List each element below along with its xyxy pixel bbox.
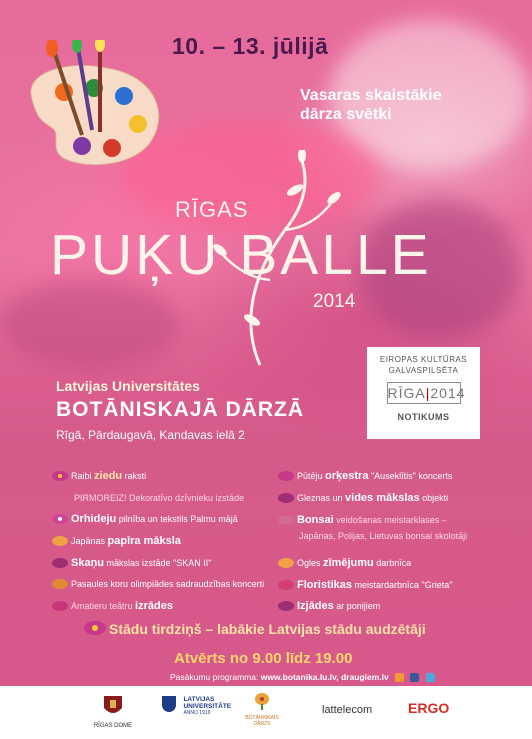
program-item [278, 600, 380, 612]
program-item-post: ar ponijiem [333, 601, 381, 611]
sponsor-footer [0, 686, 532, 739]
program-item-pre: Pasaules koru olimpiādes sadraudzības koncerti [71, 579, 265, 589]
program-item-bold: zīmējumu [323, 557, 374, 569]
program-item-bold: Orhideju [71, 513, 117, 525]
program-item-pre: Pūtēju [297, 471, 326, 481]
flower-icon [52, 601, 69, 612]
tagline [300, 86, 441, 124]
program-item-bold: izrādes [135, 600, 173, 612]
program-item-bold: Skaņu [71, 557, 105, 569]
program-item-pre: Japānas [71, 536, 108, 546]
program-item-post: "Auseklītis" koncerts [368, 471, 453, 481]
university-logo [162, 696, 231, 717]
flower-icon [278, 601, 295, 612]
flower-icon [52, 579, 69, 590]
program-item [52, 557, 211, 569]
program-item-pre: Gleznas un [297, 493, 346, 503]
lattelecom-logo: lattelecom [322, 704, 373, 716]
program-item [278, 514, 447, 526]
tagline-line-2: dārza svētki [300, 106, 392, 123]
program-item-post: mākslas izstāde "SKAN II" [104, 558, 212, 568]
program-item-post: veidošanas meistarklases – [333, 515, 447, 525]
program-item-pre: Raibi [71, 471, 95, 481]
program-item [278, 470, 452, 482]
flower-icon [278, 471, 295, 482]
program-item [52, 513, 238, 525]
program-item-bold: Izjādes [297, 600, 334, 612]
program-item [74, 493, 244, 503]
university-name-2: UNIVERSITĀTE [183, 703, 232, 710]
capital-of-culture-badge [367, 347, 480, 439]
badge-city [387, 382, 466, 404]
flower-icon [278, 558, 295, 569]
flower-icon [52, 558, 69, 569]
riga-dome-logo [88, 694, 138, 729]
program-item [52, 600, 173, 612]
university-name-1: LATVIJAS [183, 696, 215, 703]
program-item [299, 531, 467, 541]
flower-icon [278, 493, 295, 504]
paint-palette-icon [12, 40, 172, 175]
program-item-bold: ziedu [94, 470, 123, 482]
garden-name-1: BOTĀNISKAIS [245, 715, 279, 721]
program-item-post: Dekoratīvo dzīvnieku izstāde [126, 493, 245, 503]
badge-city-name: RĪGA [387, 385, 426, 401]
program-item [52, 579, 264, 590]
twitter-icon[interactable] [426, 673, 435, 682]
market-flower-icon [84, 621, 106, 640]
program-label: Pasākumu programma: [170, 672, 261, 682]
plant-market: Stādu tirdziņš – labākie Latvijas stādu audzētāji [109, 621, 426, 637]
badge-note: NOTIKUMS [397, 412, 450, 422]
badge-city-year: 2014 [430, 385, 466, 401]
riga-dome-label: RĪGAS DOME [93, 723, 133, 729]
garden-flower-icon [252, 692, 272, 710]
tagline-line-1: Vasaras skaistākie [300, 87, 442, 104]
garden-name-2: DĀRZS [253, 721, 271, 727]
botanical-garden-logo [236, 692, 288, 727]
program-item [278, 579, 452, 591]
background-splash [0, 280, 180, 370]
orchid-icon [52, 514, 69, 525]
title-prefix: RĪGAS [175, 197, 249, 222]
program-item [278, 492, 448, 504]
program-item-post: meistardarbnīca "Grieta" [352, 580, 453, 590]
university-shield-icon [162, 696, 176, 712]
program-item-bold: vides mākslas [345, 492, 420, 504]
riga-coat-of-arms-icon [102, 694, 124, 718]
flower-icon [52, 536, 69, 547]
flower-icon [52, 471, 69, 482]
program-item-post: pilnība un tekstils Palmu mājā [116, 514, 238, 524]
event-title: PUĶU BALLE [50, 223, 432, 287]
program-item [52, 470, 146, 482]
program-item-bold: papīra māksla [107, 535, 181, 547]
program-item-post: darbnīca [373, 558, 412, 568]
event-dates: 10. – 13. jūlijā [172, 33, 329, 59]
bonsai-icon [278, 515, 295, 526]
opening-hours: Atvērts no 9.00 līdz 19.00 [174, 650, 353, 667]
program-item-pre: Ogles [297, 558, 324, 568]
program-item-bold: orķestra [325, 470, 369, 482]
program-item-post: objekti [419, 493, 449, 503]
program-item [52, 535, 181, 547]
program-urls[interactable]: www.botanika.lu.lv, draugiem.lv [260, 672, 389, 682]
university-founded: ANNO 1919 [183, 710, 211, 716]
badge-line-1: EIROPAS KULTŪRAS [379, 355, 468, 364]
venue-garden: BOTĀNISKAJĀ DĀRZĀ [56, 398, 304, 421]
badge-separator: | [425, 385, 431, 401]
program-item-bold: PIRMOREIZ! [74, 493, 127, 503]
program-item-pre: Amatieru teātru [71, 601, 136, 611]
flower-icon [278, 580, 295, 591]
venue-university: Latvijas Universitātes [56, 378, 200, 394]
program-item-bold: Bonsai [297, 514, 334, 526]
venue-address: Rīgā, Pārdaugavā, Kandavas ielā 2 [56, 428, 245, 442]
program-item [278, 557, 411, 569]
program-item-pre: Japānas, Polijas, Lietuvas bonsai skolotāji [299, 531, 468, 541]
program-info [170, 672, 435, 682]
badge-line-2: GALVASPILSĒTA [388, 366, 459, 375]
program-item-bold: Floristikas [297, 579, 353, 591]
program-item-post: raksti [122, 471, 147, 481]
event-year: 2014 [313, 291, 356, 312]
ergo-logo: ERGO [408, 700, 450, 716]
draugiem-icon[interactable] [395, 673, 404, 682]
facebook-icon[interactable] [410, 673, 419, 682]
